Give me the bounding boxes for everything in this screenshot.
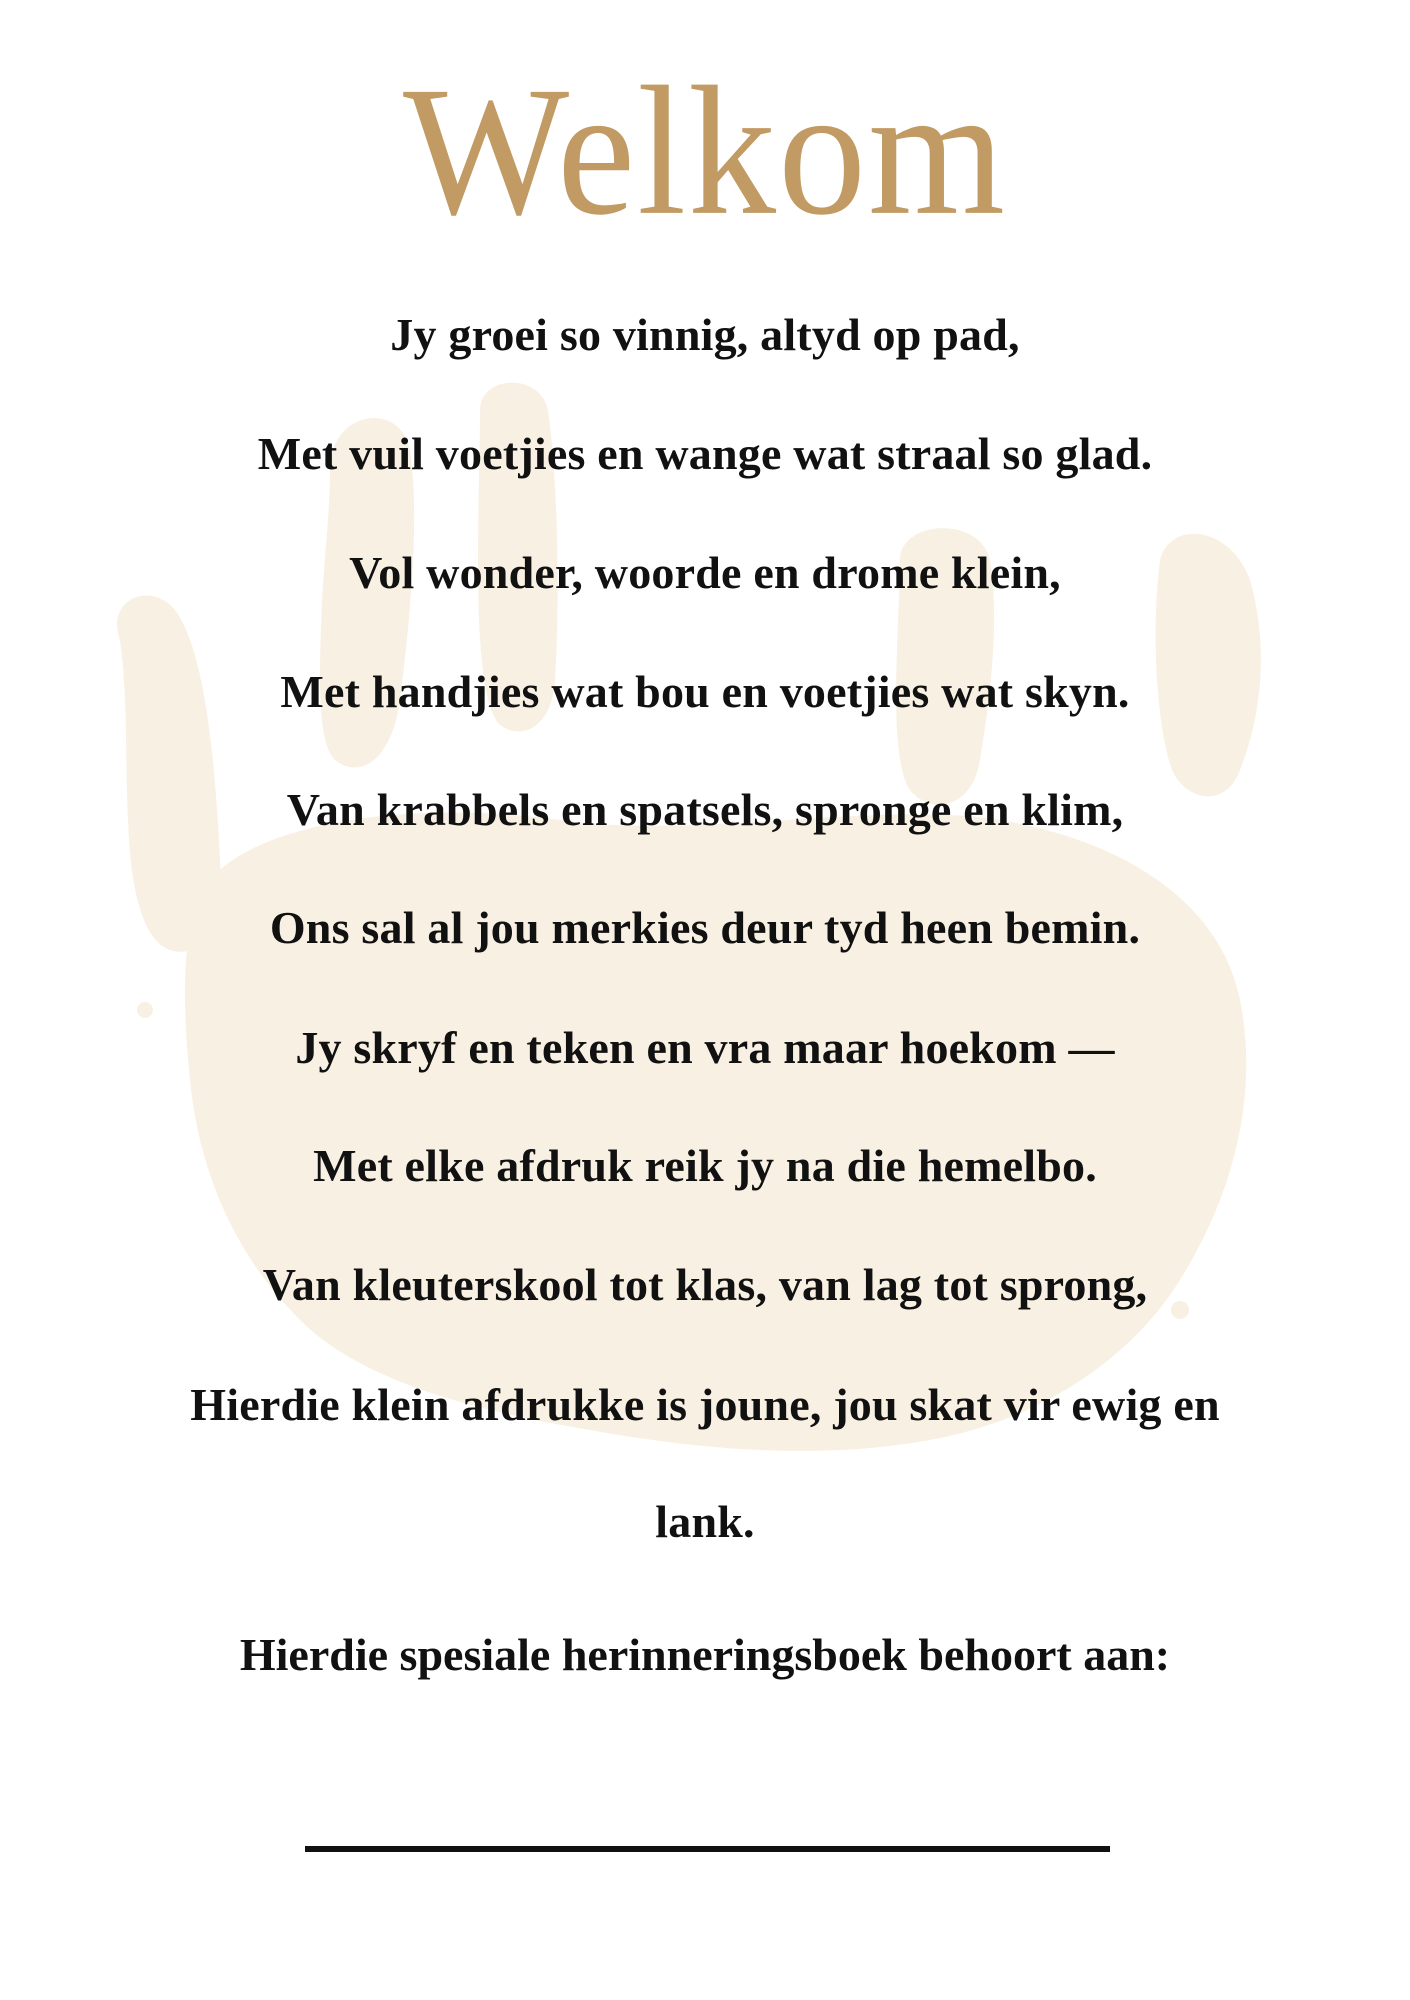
poem-line: Jy skryf en teken en vra maar hoekom — (295, 1022, 1115, 1073)
poem-line: Met vuil voetjies en wange wat straal so glad. (257, 428, 1153, 479)
dedication-label: Hierdie spesiale herinneringsboek behoort aan: (239, 1629, 1171, 1680)
poem-line: Van krabbels en spatsels, spronge en klim, (286, 784, 1124, 835)
name-signature-line[interactable] (305, 1846, 1110, 1852)
page-title: Welkom (403, 49, 1007, 254)
poem-line: Jy groei so vinnig, altyd op pad, (390, 309, 1020, 360)
poem-line: Van kleuterskool tot klas, van lag tot sprong, (262, 1259, 1148, 1310)
poem-line: Ons sal al jou merkies deur tyd heen bemin. (269, 902, 1141, 953)
poem-line: Met handjies wat bou en voetjies wat skyn. (280, 666, 1130, 717)
poem-line: Vol wonder, woorde en drome klein, (349, 547, 1061, 598)
poem-line: Hierdie klein afdrukke is joune, jou skat vir ewig en (190, 1379, 1220, 1430)
poem-line: Met elke afdruk reik jy na die hemelbo. (313, 1140, 1097, 1191)
poem-line: lank. (655, 1496, 755, 1547)
